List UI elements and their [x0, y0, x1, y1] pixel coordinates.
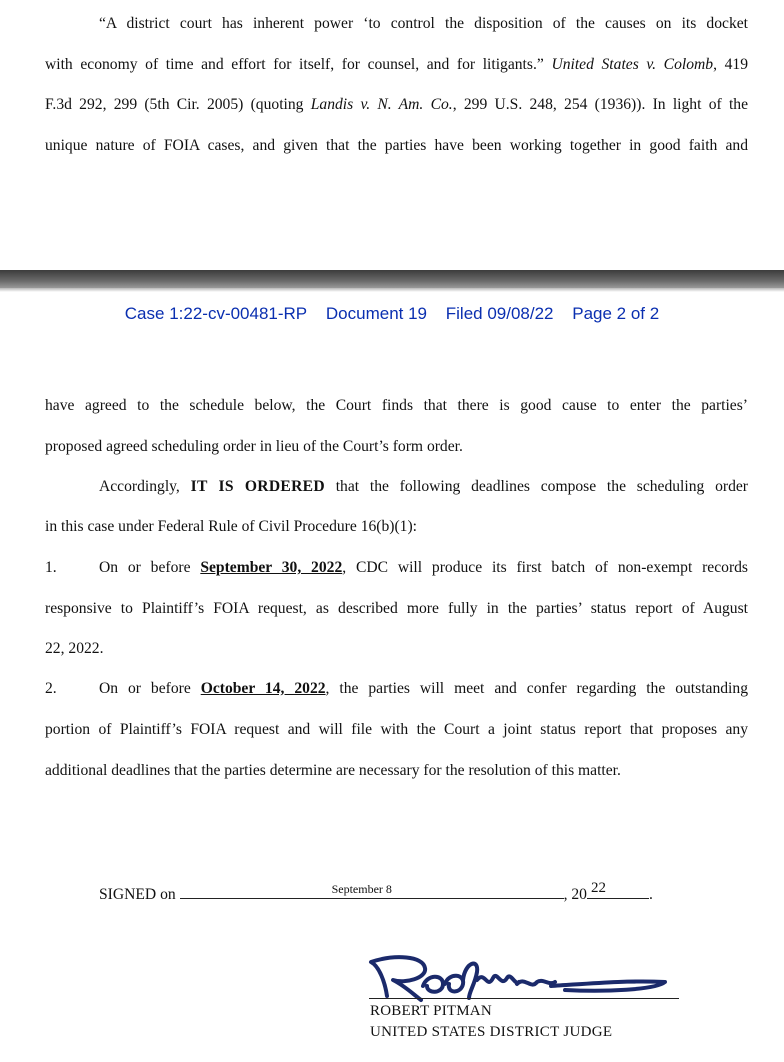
it-is-ordered: IT IS ORDERED: [190, 478, 325, 495]
text-span: , the parties will meet and confer regarding the outstanding: [325, 680, 748, 697]
text-line: unique nature of FOIA cases, and given that the parties have been working together in good faith and: [45, 137, 748, 154]
case-citation: United States v. Colomb: [551, 56, 714, 73]
document-number: Document 19: [325, 304, 428, 323]
text-line: have agreed to the schedule below, the Court finds that there is good cause to enter the parties’: [45, 397, 748, 414]
text-line: in this case under Federal Rule of Civil Procedure 16(b)(1):: [45, 518, 417, 535]
judge-title: UNITED STATES DISTRICT JUDGE: [370, 1024, 613, 1040]
signed-date: September 8: [331, 882, 392, 896]
signed-year: 22: [590, 880, 606, 896]
text-span: , 419: [713, 56, 748, 73]
judge-name: ROBERT PITMAN: [370, 1003, 492, 1019]
page-number: Page 2 of 2: [572, 304, 660, 323]
text-span: , 299 U.S. 248, 254 (1936)). In light of the: [452, 96, 748, 113]
item-number: 1.: [45, 559, 57, 576]
text-line: [99, 679, 748, 699]
case-header: [0, 304, 784, 324]
deadline-date: October 14, 2022: [200, 680, 326, 697]
text-span: F.3d 292, 299 (5th Cir. 2005) (quoting: [45, 96, 304, 113]
text-line: responsive to Plaintiff’s FOIA request, as described more fully in the parties’ status report of August: [45, 600, 748, 617]
text-line: [45, 55, 748, 75]
year-prefix: , 20: [563, 886, 587, 903]
filed-date: Filed 09/08/22: [445, 304, 554, 323]
case-number: Case 1:22-cv-00481-RP: [124, 304, 308, 323]
text-span: On or before: [99, 680, 191, 697]
page-separator-shadow: [0, 288, 784, 292]
text-line: 22, 2022.: [45, 640, 104, 657]
text-line: proposed agreed scheduling order in lieu of the Court’s form order.: [45, 438, 463, 455]
text-span: Accordingly,: [99, 478, 180, 495]
case-citation: Landis v. N. Am. Co.: [310, 96, 453, 113]
text-line: [99, 558, 748, 578]
text-span: with economy of time and effort for itself, for counsel, and for litigants.”: [45, 56, 544, 73]
text-line: portion of Plaintiff’s FOIA request and will file with the Court a joint status report that proposes any: [45, 721, 748, 738]
signed-on-label: SIGNED on: [99, 886, 176, 903]
text-line: additional deadlines that the parties determine are necessary for the resolution of this matter.: [45, 762, 621, 779]
year-blank: [587, 882, 649, 899]
text-line: [45, 95, 748, 115]
text-span: On or before: [99, 559, 191, 576]
item-number: 2.: [45, 680, 57, 697]
text-line: [99, 477, 748, 497]
deadline-date: September 30, 2022: [200, 559, 343, 576]
text-span: that the following deadlines compose the scheduling order: [335, 478, 748, 495]
date-blank: [180, 882, 564, 899]
text-span: , CDC will produce its first batch of non-exempt records: [342, 559, 748, 576]
period: .: [648, 886, 653, 903]
judge-signature: [365, 950, 675, 1005]
signed-on-line: [99, 882, 653, 904]
text-line: “A district court has inherent power ‘to control the disposition of the causes on its docket: [99, 15, 748, 32]
signature-line: [369, 998, 679, 999]
page-separator: [0, 270, 784, 288]
